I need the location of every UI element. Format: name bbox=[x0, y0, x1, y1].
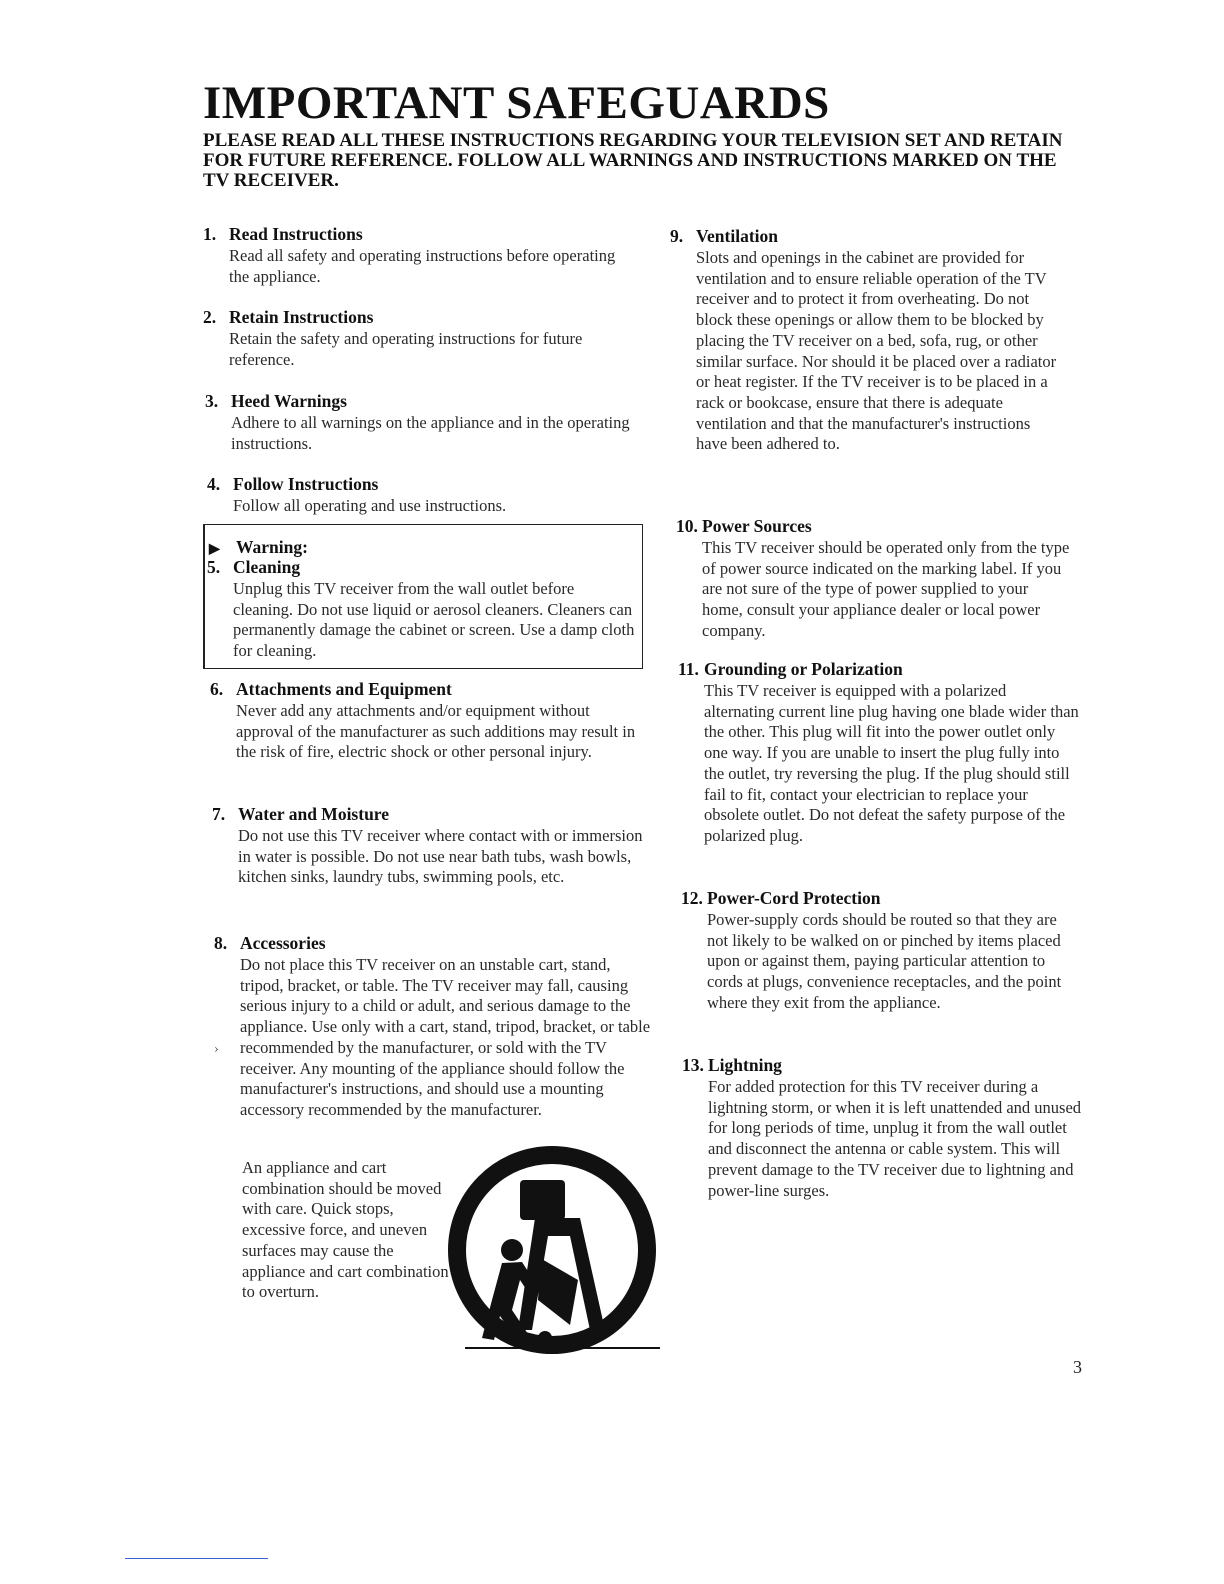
intro-notice: PLEASE READ ALL THESE INSTRUCTIONS REGARDING YOUR TELEVISION SET AND RETAIN FOR FUTURE REFERENCE. FOLLOW ALL WARNINGS AND INSTRUCTIONS MARKED ON THE TV RECEIVER. bbox=[203, 130, 1063, 191]
item-body: Never add any attachments and/or equipment without approval of the manufacturer as such additions may result in the risk of fire, electric shock or other personal injury. bbox=[236, 701, 636, 762]
item-title: Follow Instructions bbox=[233, 474, 379, 494]
item-number: 10. bbox=[676, 516, 698, 536]
item-title: Grounding or Polarization bbox=[704, 659, 903, 679]
item-number: 12. bbox=[681, 888, 703, 908]
item-accessories bbox=[214, 933, 654, 1121]
item-number: 7. bbox=[212, 804, 226, 824]
item-title: Read Instructions bbox=[229, 224, 363, 244]
item-title: Attachments and Equipment bbox=[236, 679, 452, 699]
item-number: 11. bbox=[678, 659, 699, 679]
item-number: 1. bbox=[203, 224, 217, 244]
item-attachments bbox=[210, 679, 650, 763]
item-power-sources bbox=[676, 516, 1096, 642]
arrow-pointer-icon: ▶ bbox=[209, 542, 220, 557]
item-title: Retain Instructions bbox=[229, 307, 374, 327]
item-title: Lightning bbox=[708, 1055, 782, 1075]
item-number: 13. bbox=[682, 1055, 704, 1075]
page-title: IMPORTANT SAFEGUARDS bbox=[203, 77, 830, 129]
cart-tipover-warning-icon bbox=[440, 1140, 665, 1358]
item-heed-warnings bbox=[205, 391, 635, 454]
item-lightning bbox=[682, 1055, 1102, 1201]
stray-mark: › bbox=[214, 1042, 219, 1056]
item-number: 2. bbox=[203, 307, 217, 327]
item-number: 6. bbox=[210, 679, 224, 699]
item-title: Heed Warnings bbox=[231, 391, 347, 411]
item-number: 5. bbox=[207, 557, 221, 577]
item-water-moisture bbox=[212, 804, 652, 888]
item-body: Retain the safety and operating instructions for future reference. bbox=[229, 329, 583, 369]
item-body: Unplug this TV receiver from the wall outlet before cleaning. Do not use liquid or aerosol cleaners. Cleaners can permanently damage the cabinet or screen. Use a damp cloth for cleaning. bbox=[233, 579, 635, 661]
item-number: 8. bbox=[214, 933, 228, 953]
item-ventilation bbox=[670, 226, 1090, 455]
cart-caption: An appliance and cart combination should be moved with care. Quick stops, excessive force, and uneven surfaces may cause the appliance and cart combination to overturn. bbox=[242, 1158, 449, 1302]
item-body: Do not use this TV receiver where contact with or immersion in water is possible. Do not use near bath tubs, wash bowls, kitchen sinks, laundry tubs, swimming pools, etc. bbox=[238, 826, 643, 887]
warning-label: Warning: bbox=[236, 537, 308, 557]
item-body: For added protection for this TV receiver during a lightning storm, or when it is left unattended and unused for long periods of time, unplug it from the wall outlet and disconnect the antenna or cable system. This will prevent damage to the TV receiver due to lightning and power-line surges. bbox=[708, 1077, 1082, 1200]
item-cleaning bbox=[207, 557, 637, 662]
item-title: Accessories bbox=[240, 933, 326, 953]
item-follow-instructions bbox=[207, 474, 637, 517]
item-retain-instructions bbox=[203, 307, 633, 370]
item-body: Do not place this TV receiver on an unstable cart, stand, tripod, bracket, or table. The TV receiver may fall, causing serious injury to a child or adult, and serious damage to the appliance. Use only with a cart, stand, tripod, bracket, or table recommended by the manufacturer, or sold with the TV receiver. Any mounting of the appliance should follow the manufacturer's instructions, and should use a mounting accessory recommended by the manufacturer. bbox=[240, 955, 651, 1119]
item-title: Cleaning bbox=[233, 557, 301, 577]
item-number: 9. bbox=[670, 226, 684, 246]
item-title: Ventilation bbox=[696, 226, 779, 246]
item-body: Slots and openings in the cabinet are provided for ventilation and to ensure reliable operation of the TV receiver and to protect it from overheating. Do not block these openings or allow them to be blocked by placing the TV receiver on a bed, sofa, rug, or other similar surface. Nor should it be placed over a radiator or heat register. If the TV receiver is to be placed in a rack or bookcase, ensure that there is adequate ventilation and that the manufacturer's instructions have been adhered to. bbox=[696, 248, 1057, 454]
item-number: 3. bbox=[205, 391, 219, 411]
item-title: Water and Moisture bbox=[238, 804, 390, 824]
page-number: 3 bbox=[1073, 1357, 1082, 1377]
item-body: This TV receiver is equipped with a polarized alternating current line plug having one blade wider than the other. This plug will fit into the power outlet only one way. If you are unable to insert the plug fully into the outlet, try reversing the plug. If the plug should still fail to fit, contact your electrician to replace your obsolete outlet. Do not defeat the safety purpose of the polarized plug. bbox=[704, 681, 1079, 845]
item-body: Follow all operating and use instructions. bbox=[233, 496, 507, 515]
item-title: Power Sources bbox=[702, 516, 812, 536]
item-body: Power-supply cords should be routed so that they are not likely to be walked on or pinched by items placed upon or against them, paying particular attention to cords at plugs, convenience receptacles, and the point where they exit from the appliance. bbox=[707, 910, 1062, 1012]
item-grounding bbox=[678, 659, 1098, 847]
item-body: This TV receiver should be operated only from the type of power source indicated on the marking label. If you are not sure of the type of power supplied to your home, consult your appliance dealer or local power company. bbox=[702, 538, 1070, 640]
item-body: Read all safety and operating instructions before operating the appliance. bbox=[229, 246, 616, 286]
item-read-instructions bbox=[203, 224, 633, 287]
item-power-cord-protection bbox=[681, 888, 1101, 1014]
item-title: Power-Cord Protection bbox=[707, 888, 881, 908]
item-body: Adhere to all warnings on the appliance and in the operating instructions. bbox=[231, 413, 630, 453]
item-number: 4. bbox=[207, 474, 221, 494]
footer-divider bbox=[125, 1558, 268, 1559]
